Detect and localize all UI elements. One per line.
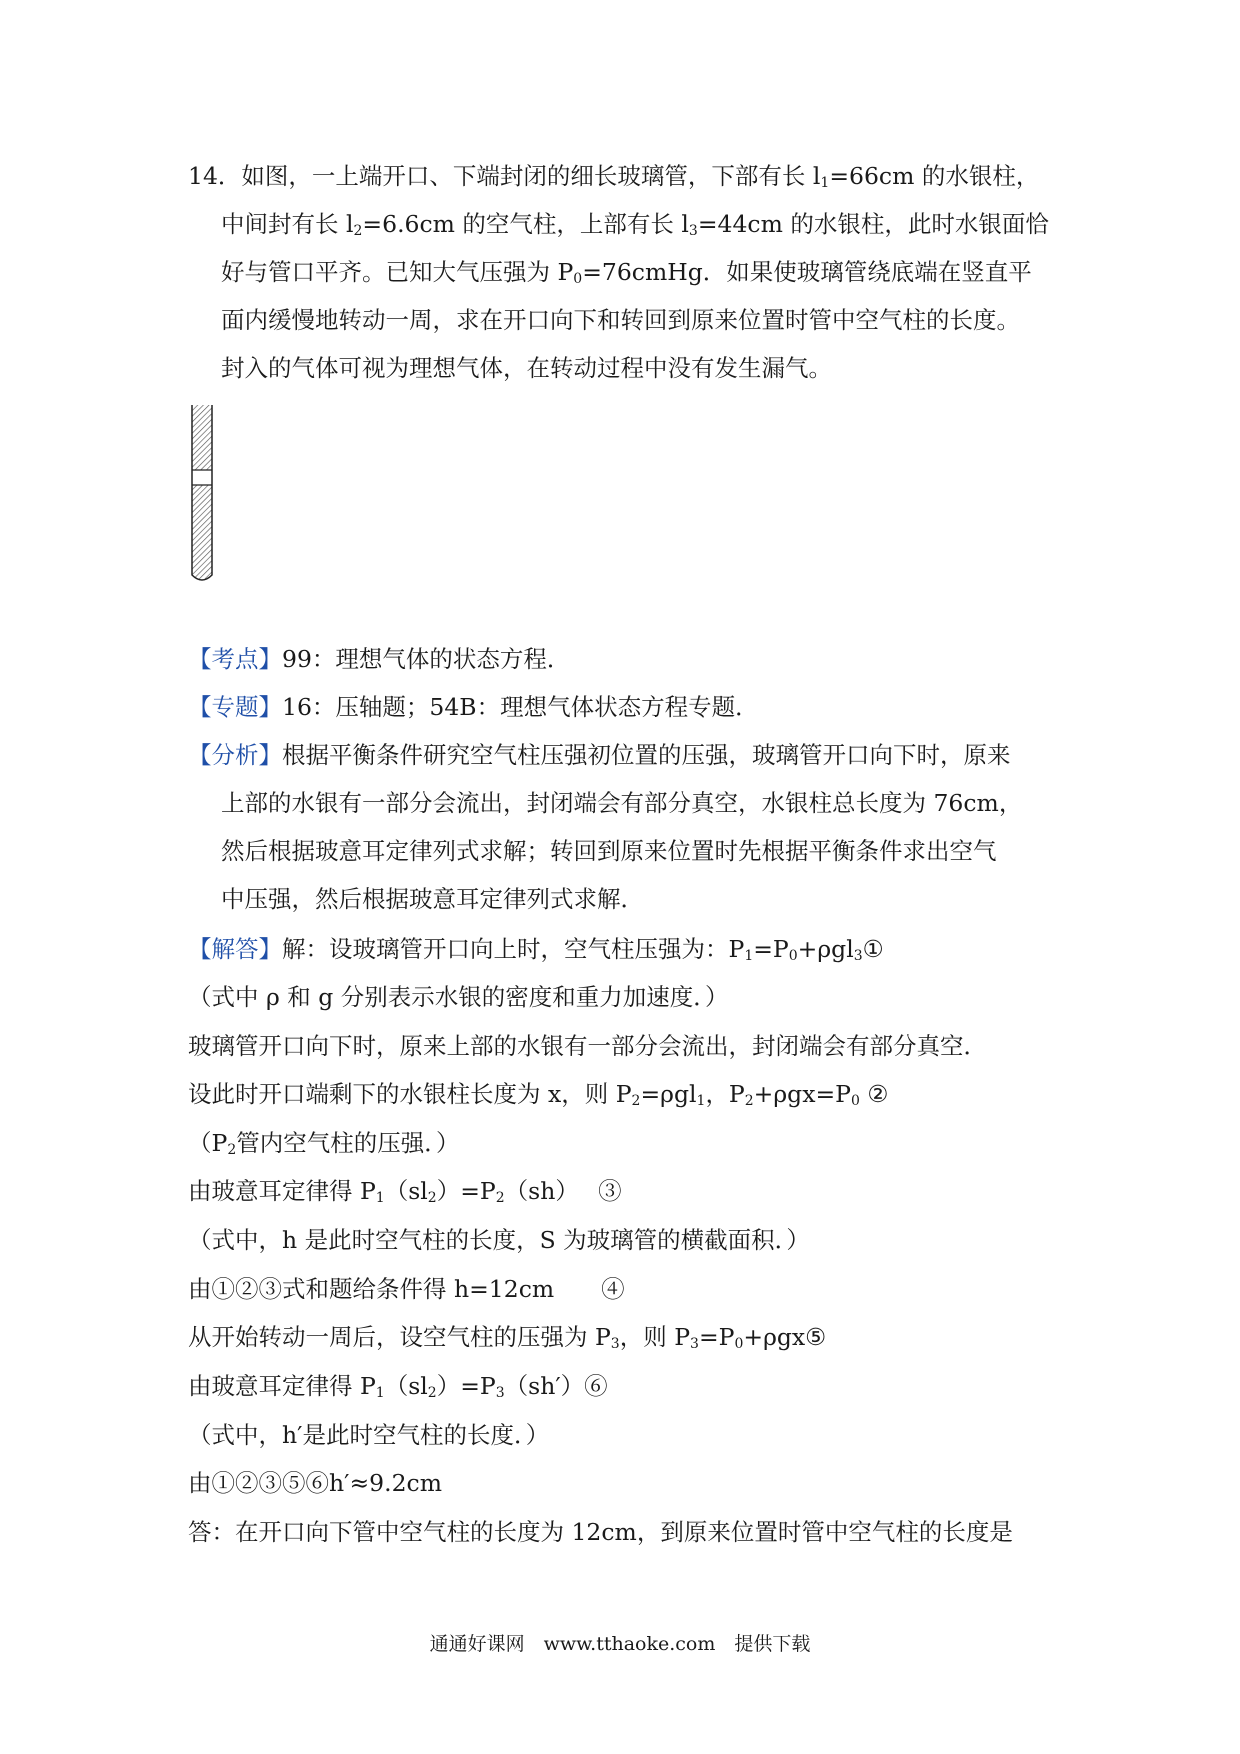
jieda-line-4: 设此时开口端剩下的水银柱长度为 x，则 $P_2=\rho gl_1$，$P_2+\rho gx=P_0$ ② — [188, 1080, 889, 1109]
jieda-line-11: （式中，h′是此时空气柱的长度．） — [188, 1421, 550, 1449]
upper-mercury-column — [192, 405, 212, 470]
glass-tube-diagram — [188, 403, 228, 588]
jieda-tag: 【解答】 — [188, 935, 282, 963]
question-line-4: 面内缓慢地转动一周，求在开口向下和转回到原来位置时管中空气柱的长度。 — [221, 306, 1020, 334]
jieda-line-6: 由玻意耳定律得 $P_1(sl_2)=P_2(sh)$ ③ — [188, 1177, 622, 1206]
question-line-2: 中间封有长 $l_2=6.6cm$ 的空气柱，上部有长 $l_3=44cm$ 的水银柱，此时水银面恰 — [221, 210, 1049, 239]
jieda-line-3: 玻璃管开口向下时，原来上部的水银有一部分会流出，封闭端会有部分真空． — [188, 1032, 987, 1060]
kaodian-tag: 【考点】 — [188, 645, 282, 673]
kaodian-line: 【考点】99：理想气体的状态方程． — [188, 645, 571, 673]
jieda-line-7: （式中，h 是此时空气柱的长度，S 为玻璃管的横截面积．） — [188, 1226, 810, 1254]
air-column — [192, 470, 212, 485]
jieda-line-10: 由玻意耳定律得 $P_1(sl_2)=P_3(sh')⑥$ — [188, 1372, 608, 1401]
lower-mercury-column — [192, 485, 212, 580]
page-footer: 通通好课网 www.tthaoke.com 提供下载 — [429, 1633, 811, 1655]
fenxi-line-2: 上部的水银有一部分会流出，封闭端会有部分真空，水银柱总长度为 76cm， — [221, 789, 1023, 817]
zhuanti-tag: 【专题】 — [188, 693, 282, 721]
jieda-line-8: 由①②③式和题给条件得 h=12cm ④ — [188, 1275, 625, 1303]
jieda-line-13: 答：在开口向下管中空气柱的长度为 12cm，到原来位置时管中空气柱的长度是 — [188, 1518, 1013, 1546]
question-line-3: 好与管口平齐。已知大气压强为 $P_0=76cmHg$．如果使玻璃管绕底端在竖直平 — [221, 258, 1032, 287]
jieda-line-1: 【解答】解：设玻璃管开口向上时，空气柱压强为：$P_1=P_0+\rho gl_3①$ — [188, 935, 884, 964]
fenxi-line-4: 中压强，然后根据玻意耳定律列式求解． — [221, 885, 644, 913]
question-number: 14． — [188, 162, 242, 190]
fenxi-line-3: 然后根据玻意耳定律列式求解；转回到原来位置时先根据平衡条件求出空气 — [221, 837, 997, 865]
zhuanti-line: 【专题】16：压轴题；54B：理想气体状态方程专题． — [188, 693, 759, 721]
jieda-line-9: 从开始转动一周后，设空气柱的压强为 $P_3$，则 $P_3=P_0+\rho gx⑤$ — [188, 1323, 827, 1352]
jieda-line-5: （$P_2$管内空气柱的压强．） — [188, 1129, 460, 1158]
question-line-5: 封入的气体可视为理想气体，在转动过程中没有发生漏气。 — [221, 354, 832, 382]
fenxi-line-1: 【分析】根据平衡条件研究空气柱压强初位置的压强，玻璃管开口向下时，原来 — [188, 741, 1011, 769]
jieda-line-2: （式中 ρ 和 g 分别表示水银的密度和重力加速度．） — [188, 983, 729, 1011]
fenxi-tag: 【分析】 — [188, 741, 282, 769]
jieda-line-12: 由①②③⑤⑥h′≈9.2cm — [188, 1469, 442, 1497]
question-line-1: 14．如图，一上端开口、下端封闭的细长玻璃管，下部有长 $l_1=66cm$ 的水银柱， — [188, 162, 1040, 191]
